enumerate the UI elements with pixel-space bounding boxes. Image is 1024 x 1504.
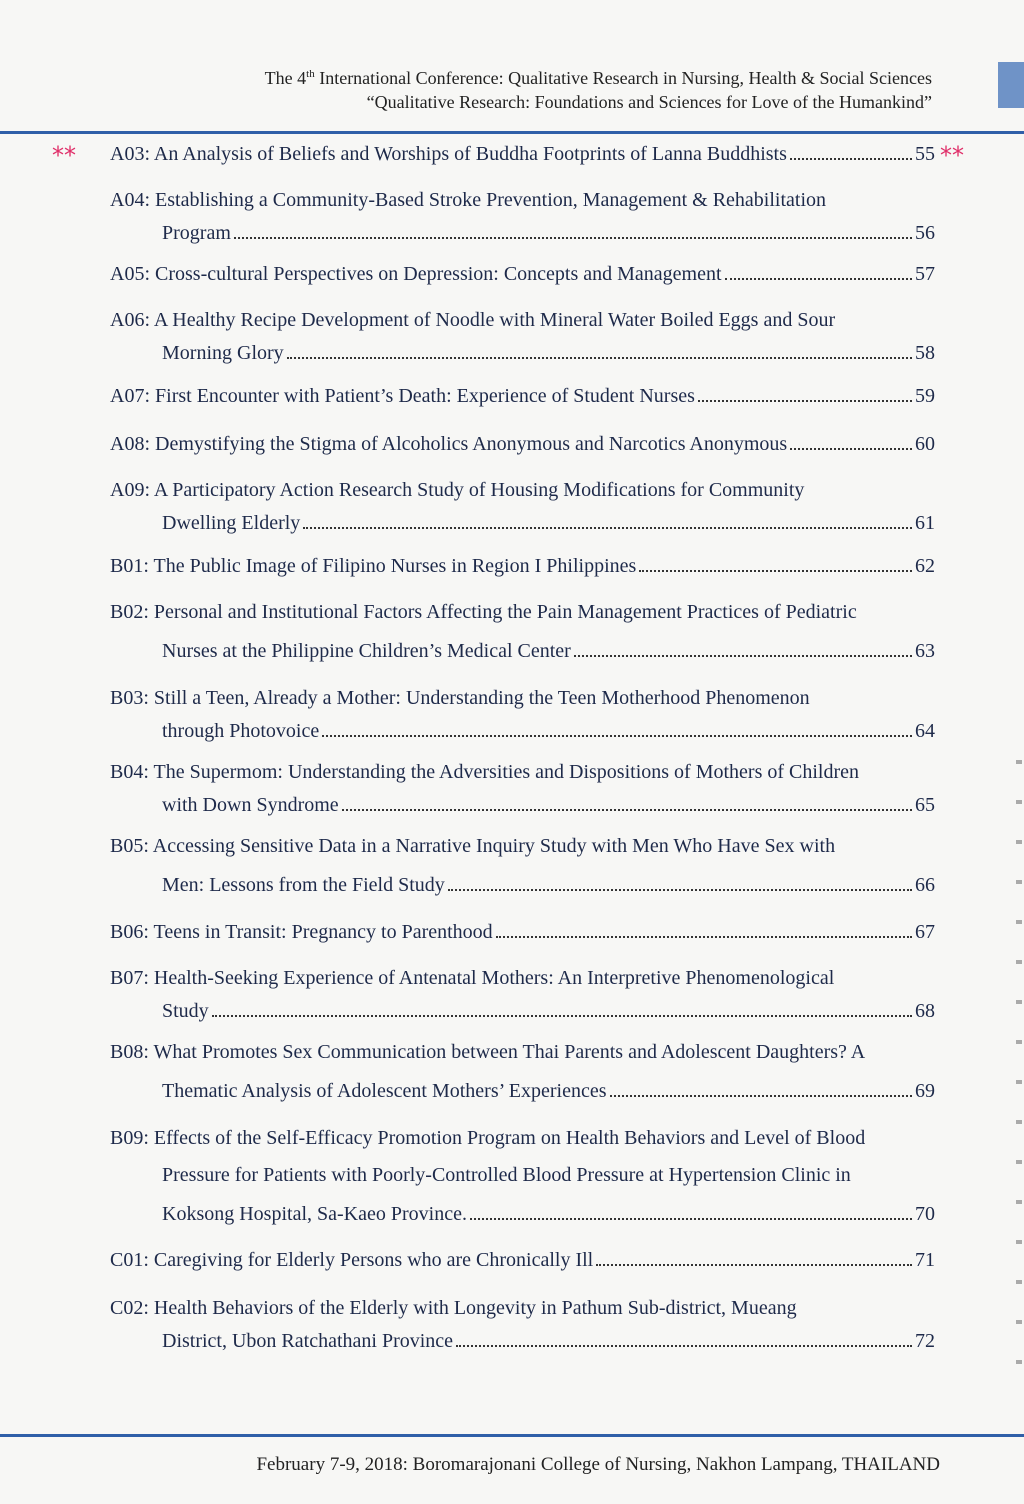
toc-entry-line	[110, 550, 935, 578]
toc-entry-title	[162, 637, 571, 665]
toc-entry-line: B09: Effects of the Self-Efficacy Promotion Program on Health Behaviors and Level of Blood	[110, 1127, 866, 1149]
toc-entry-line	[110, 380, 935, 408]
toc-entry-code: A07	[110, 385, 145, 407]
toc-entry-line: B03: Still a Teen, Already a Mother: Understanding the Teen Motherhood Phenomenon	[110, 687, 810, 709]
dot-leader	[234, 217, 912, 239]
toc-entry-title-text: Study	[162, 1000, 209, 1022]
toc-entry-title-text: Demystifying the Stigma of Alcoholics Anonymous and Narcotics Anonymous	[155, 433, 788, 455]
page-number[interactable]: 57	[915, 263, 935, 285]
dot-leader	[470, 1198, 912, 1220]
page-number[interactable]: 72	[915, 1330, 935, 1352]
header-line-1-post: International Conference: Qualitative Research in Nursing, Health & Social Sciences	[314, 68, 932, 88]
dot-leader	[790, 138, 912, 160]
toc-entry-title	[162, 1077, 607, 1105]
dot-leader	[456, 1325, 912, 1347]
toc-entry-line	[162, 337, 935, 365]
section-tab	[998, 62, 1024, 108]
toc-entry-code: B06	[110, 921, 144, 943]
toc-entry-title	[162, 339, 284, 367]
toc-entry-title-text: Koksong Hospital, Sa-Kaeo Province.	[162, 1203, 467, 1225]
page-number[interactable]: 67	[915, 921, 935, 943]
dot-leader	[496, 916, 912, 938]
toc-entry-line: A06: A Healthy Recipe Development of Noodle with Mineral Water Boiled Eggs and Sour	[110, 309, 836, 331]
toc-entry-code: B07	[110, 967, 144, 989]
toc-entry-title: A03: An Analysis of Beliefs and Worships of Buddha Footprints of Lanna Buddhists	[110, 143, 787, 165]
toc-entry-code: C02	[110, 1297, 144, 1319]
dot-leader	[287, 337, 912, 359]
dot-leader	[698, 380, 912, 402]
toc-entry-title-text: District, Ubon Ratchathani Province	[162, 1330, 454, 1352]
toc-entry-title-text: through Photovoice	[162, 720, 320, 742]
toc-entry-line	[110, 1244, 935, 1272]
header-rule	[0, 131, 1024, 134]
dot-leader	[725, 258, 912, 280]
toc-entry-line: B02: Personal and Institutional Factors Affecting the Pain Management Practices of Pediatric	[110, 601, 857, 623]
toc-entry-line	[110, 428, 935, 456]
toc-entry-title: Health-Seeking Experience of Antenatal Mothers: An Interpretive Phenomenological	[153, 967, 835, 989]
header-line-1-pre: The 4	[264, 68, 307, 88]
page-number[interactable]: 66	[915, 874, 935, 896]
toc-entry-title: A05: Cross-cultural Perspectives on Depression: Concepts and Management	[110, 263, 722, 285]
toc-entry-title: The Supermom: Understanding the Adversities and Dispositions of Mothers of Children	[153, 761, 860, 783]
toc-entry-title: Health Behaviors of the Elderly with Longevity in Pathum Sub-district, Mueang	[153, 1297, 797, 1319]
toc-entry-code: B04	[110, 761, 144, 783]
header-line-1	[265, 62, 932, 90]
toc-entry-line	[162, 507, 935, 535]
toc-entry-line: B04: The Supermom: Understanding the Adversities and Dispositions of Mothers of Children	[110, 761, 860, 783]
toc-entry-title: A07: First Encounter with Patient’s Death: Experience of Student Nurses	[110, 385, 695, 407]
dot-leader	[610, 1075, 912, 1097]
page-number[interactable]: 70	[915, 1203, 935, 1225]
toc-entry-title	[162, 1327, 453, 1355]
toc-entry-title	[162, 791, 339, 819]
dot-leader	[212, 995, 912, 1017]
footer-rule	[0, 1434, 1024, 1437]
page-number[interactable]: 64	[915, 720, 935, 742]
toc-entry-code: A03	[110, 143, 145, 165]
toc-entry-code: C01	[110, 1249, 144, 1271]
page-number[interactable]: 60	[915, 433, 935, 455]
page-number[interactable]: 58	[915, 342, 935, 364]
toc-entry-title: Still a Teen, Already a Mother: Understanding the Teen Motherhood Phenomenon	[153, 687, 810, 709]
toc-entry-line: C02: Health Behaviors of the Elderly with Longevity in Pathum Sub-district, Mueang	[110, 1297, 797, 1319]
toc-entry-line	[162, 789, 935, 817]
toc-entry-title-text: Men: Lessons from the Field Study	[162, 874, 445, 896]
dot-leader	[448, 869, 912, 891]
toc-entry-line	[162, 217, 935, 245]
toc-entry-title-text: Nurses at the Philippine Children’s Medical Center	[162, 640, 571, 662]
toc-entry-code: B05	[110, 835, 144, 857]
toc-entry-title	[162, 871, 445, 899]
toc-entry-line	[162, 1325, 935, 1353]
toc-entry-code: A06	[110, 309, 145, 331]
toc-entry-title	[162, 509, 300, 537]
toc-entry-code: B03	[110, 687, 144, 709]
toc-entry-title: Effects of the Self-Efficacy Promotion Program on Health Behaviors and Level of Blood	[153, 1127, 866, 1149]
dot-leader	[596, 1244, 912, 1266]
running-footer: February 7-9, 2018: Boromarajonani College of Nursing, Nakhon Lampang, THAILAND	[256, 1454, 940, 1475]
toc-entry-line	[162, 1075, 935, 1103]
page-number[interactable]: 55	[915, 143, 935, 165]
header-line-2: “Qualitative Research: Foundations and Sciences for Love of the Humankind”	[366, 92, 932, 112]
toc-entry-line	[162, 1198, 935, 1226]
dot-leader	[303, 507, 912, 529]
toc-entry-title-text: Program	[162, 222, 231, 244]
toc-entry-title: B01: The Public Image of Filipino Nurses in Region I Philippines	[110, 555, 637, 577]
toc-entry-title-text: The Public Image of Filipino Nurses in Region I Philippines	[153, 555, 637, 577]
toc-entry-title-text: Morning Glory	[162, 342, 284, 364]
toc-entry-title-text: with Down Syndrome	[162, 794, 339, 816]
dot-leader	[790, 428, 912, 450]
toc-entry-title-text: Dwelling Elderly	[162, 512, 301, 534]
toc-entry-title-text: Teens in Transit: Pregnancy to Parenthood	[153, 921, 493, 943]
toc-entry-title: A Healthy Recipe Development of Noodle with Mineral Water Boiled Eggs and Sour	[153, 309, 836, 331]
toc-entry-title: Personal and Institutional Factors Affecting the Pain Management Practices of Pediatric	[153, 601, 857, 623]
toc-entry-line	[162, 635, 935, 663]
toc-entry-title-text: Thematic Analysis of Adolescent Mothers’ Experiences	[162, 1080, 607, 1102]
toc-entry-code: B02	[110, 601, 144, 623]
toc-entry-line: B05: Accessing Sensitive Data in a Narrative Inquiry Study with Men Who Have Sex with	[110, 835, 836, 857]
toc-entry-title: Pressure for Patients with Poorly-Controlled Blood Pressure at Hypertension Clinic in	[162, 1164, 851, 1186]
toc-entry-line	[162, 995, 935, 1023]
toc-entry-title	[162, 219, 231, 247]
toc-entry-line	[110, 258, 935, 286]
toc-entry-line: A04: Establishing a Community-Based Stroke Prevention, Management & Rehabilitation	[110, 189, 827, 211]
page-number[interactable]: 63	[915, 640, 935, 662]
header-superscript: th	[306, 68, 315, 80]
toc-entry-line	[162, 715, 935, 743]
dot-leader	[639, 550, 912, 572]
toc-entry-line: A09: A Participatory Action Research Study of Housing Modifications for Community	[110, 479, 805, 501]
toc-entry-title-text: Caregiving for Elderly Persons who are Chronically Ill	[153, 1249, 594, 1271]
dot-leader	[322, 715, 912, 737]
edge-marks	[1016, 760, 1022, 1380]
toc-entry-line: B08: What Promotes Sex Communication between Thai Parents and Adolescent Daughters? A	[110, 1041, 866, 1063]
toc-entry-line: B07: Health-Seeking Experience of Antenatal Mothers: An Interpretive Phenomenological	[110, 967, 835, 989]
toc-entry-title	[162, 717, 319, 745]
page-number[interactable]: 59	[915, 385, 935, 407]
toc-entry-title-text: Cross-cultural Perspectives on Depression: Concepts and Management	[155, 263, 722, 285]
page-number[interactable]: 62	[915, 555, 935, 577]
page-number[interactable]: 71	[915, 1249, 935, 1271]
page-number[interactable]: 61	[915, 512, 935, 534]
toc-entry-title: What Promotes Sex Communication between Thai Parents and Adolescent Daughters? A	[153, 1041, 866, 1063]
running-header	[265, 62, 932, 114]
page-number[interactable]: 56	[915, 222, 935, 244]
toc-entry-title	[162, 1200, 467, 1228]
toc-entry-code: B01	[110, 555, 144, 577]
toc-entry-line	[110, 138, 935, 166]
page-number[interactable]: 69	[915, 1080, 935, 1102]
toc-entry-title: A Participatory Action Research Study of Housing Modifications for Community	[153, 479, 805, 501]
toc-entry-code: A05	[110, 263, 145, 285]
toc-entry-title	[162, 997, 209, 1025]
handwritten-mark-left: ⁎⁎	[52, 134, 76, 162]
toc-entry-title-text: An Analysis of Beliefs and Worships of Buddha Footprints of Lanna Buddhists	[153, 143, 787, 165]
toc-entry-line	[162, 869, 935, 897]
toc-entry-title: C01: Caregiving for Elderly Persons who are Chronically Ill	[110, 1249, 594, 1271]
toc-entry-code: A04	[110, 189, 145, 211]
toc-entry-title: A08: Demystifying the Stigma of Alcoholics Anonymous and Narcotics Anonymous	[110, 433, 788, 455]
toc-entry-line	[110, 916, 935, 944]
toc-entry-code: B09	[110, 1127, 144, 1149]
toc-entry-code: A08	[110, 433, 145, 455]
toc-entry-code: B08	[110, 1041, 144, 1063]
toc-entry-title: Accessing Sensitive Data in a Narrative Inquiry Study with Men Who Have Sex with	[152, 835, 836, 857]
dot-leader	[574, 635, 912, 657]
toc-entry-title-text: First Encounter with Patient’s Death: Experience of Student Nurses	[155, 385, 695, 407]
toc-entry-title: B06: Teens in Transit: Pregnancy to Parenthood	[110, 921, 493, 943]
handwritten-mark-right: ⁎⁎	[940, 134, 964, 162]
toc-entry-line	[162, 1161, 851, 1189]
toc-entry-title: Establishing a Community-Based Stroke Prevention, Management & Rehabilitation	[155, 189, 827, 211]
page-number[interactable]: 68	[915, 1000, 935, 1022]
toc-entry-code: A09	[110, 479, 145, 501]
dot-leader	[342, 789, 912, 811]
page-number[interactable]: 65	[915, 794, 935, 816]
